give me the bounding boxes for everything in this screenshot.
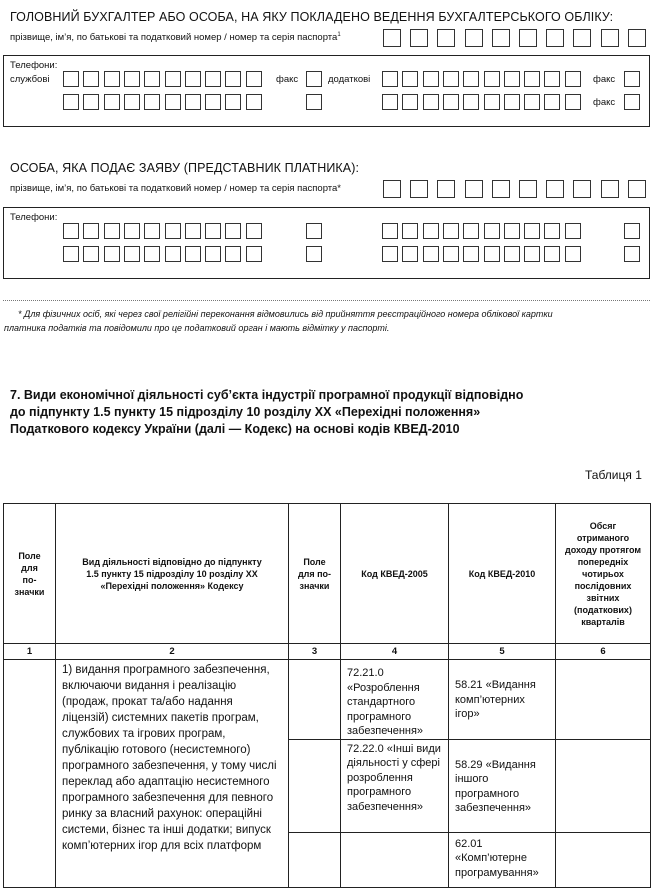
phone-digit-box[interactable] bbox=[124, 246, 140, 262]
kved-2005-cell bbox=[341, 832, 449, 887]
phone-digit-box[interactable] bbox=[83, 71, 99, 87]
accountant-id-label bbox=[10, 32, 341, 43]
income-cell[interactable] bbox=[556, 739, 651, 832]
id-digit-box[interactable] bbox=[410, 180, 428, 198]
table-header-row bbox=[4, 504, 651, 644]
accountant-service-label: службові bbox=[10, 74, 50, 85]
header-kved-2005: Код КВЕД-2005 bbox=[341, 504, 449, 644]
phone-digit-box[interactable] bbox=[565, 71, 581, 87]
phone-digit-box[interactable] bbox=[443, 71, 459, 87]
phone-digit-box[interactable] bbox=[544, 71, 560, 87]
accountant-fax-label-3: факс bbox=[593, 97, 616, 108]
table-number-row bbox=[4, 644, 651, 660]
phone-digit-box[interactable] bbox=[402, 71, 418, 87]
fax-digit-box[interactable] bbox=[624, 71, 640, 87]
phone-digit-box[interactable] bbox=[484, 223, 500, 239]
phone-digit-box[interactable] bbox=[524, 71, 540, 87]
id-digit-box[interactable] bbox=[465, 180, 483, 198]
phone-digit-box[interactable] bbox=[185, 246, 201, 262]
phone-digit-box[interactable] bbox=[382, 223, 398, 239]
mark-field-cell[interactable] bbox=[289, 660, 341, 740]
footnote-line-1: * Для фізичних осіб, які через свої релігійні переконання відмовились від прийняття реєстраційного номера облікової картки bbox=[18, 309, 553, 319]
phone-digit-box[interactable] bbox=[443, 223, 459, 239]
income-cell[interactable] bbox=[556, 660, 651, 740]
col-number: 2 bbox=[56, 644, 289, 660]
phone-digit-box[interactable] bbox=[402, 94, 418, 110]
phone-digit-box[interactable] bbox=[246, 71, 262, 87]
phone-digit-box[interactable] bbox=[124, 94, 140, 110]
phone-digit-box[interactable] bbox=[165, 94, 181, 110]
id-digit-box[interactable] bbox=[519, 29, 537, 47]
id-digit-box[interactable] bbox=[437, 29, 455, 47]
phone-digit-box[interactable] bbox=[484, 94, 500, 110]
mark-field-cell[interactable] bbox=[4, 660, 56, 888]
phone-digit-box[interactable] bbox=[124, 223, 140, 239]
fax-digit-box[interactable] bbox=[306, 246, 322, 262]
phone-digit-box[interactable] bbox=[544, 223, 560, 239]
phone-digit-box[interactable] bbox=[565, 223, 581, 239]
phone-digit-box[interactable] bbox=[63, 246, 79, 262]
phone-digit-box[interactable] bbox=[225, 223, 241, 239]
accountant-fax-label: факс bbox=[276, 74, 299, 85]
applicant-section-title: ОСОБА, ЯКА ПОДАЄ ЗАЯВУ (ПРЕДСТАВНИК ПЛАТНИКА): bbox=[10, 161, 360, 175]
phone-digit-box[interactable] bbox=[504, 94, 520, 110]
phone-digit-box[interactable] bbox=[225, 94, 241, 110]
phone-digit-box[interactable] bbox=[565, 94, 581, 110]
applicant-id-label: прізвище, ім’я, по батькові та податковий номер / номер та серія паспорта* bbox=[10, 183, 342, 194]
footnote-mark: 1 bbox=[337, 32, 341, 38]
phone-digit-box[interactable] bbox=[144, 71, 160, 87]
phone-digit-box[interactable] bbox=[504, 71, 520, 87]
section7-line-2: до підпункту 1.5 пункту 15 підрозділу 10 розділу XX «Перехідні положення» bbox=[10, 405, 481, 419]
phone-digit-box[interactable] bbox=[463, 94, 479, 110]
id-digit-box[interactable] bbox=[519, 180, 537, 198]
phone-digit-box[interactable] bbox=[504, 246, 520, 262]
phone-digit-box[interactable] bbox=[205, 246, 221, 262]
phone-digit-box[interactable] bbox=[144, 246, 160, 262]
header-mark-field-2: Поле для по- значки bbox=[289, 504, 341, 644]
fax-digit-box[interactable] bbox=[624, 223, 640, 239]
section7-line-1: 7. Види економічної діяльності суб’єкта індустрії програмної продукції відповідно bbox=[10, 388, 524, 402]
phone-digit-box[interactable] bbox=[524, 223, 540, 239]
kved-2005-cell: 72.22.0 «Інші види діяльності у сфері розроблення програмного забезпечення» bbox=[341, 739, 449, 832]
phone-digit-box[interactable] bbox=[104, 71, 120, 87]
phone-digit-box[interactable] bbox=[63, 71, 79, 87]
phone-digit-box[interactable] bbox=[463, 223, 479, 239]
phone-digit-box[interactable] bbox=[443, 246, 459, 262]
accountant-fax-label-2: факс bbox=[593, 74, 616, 85]
activity-description: 1) видання програмного забезпечення, включаючи видання і реалізацію (продаж, прокат та/або надання ліцензій) системних пакетів програм, службових та ігрових програм, публікацію готового (несистемного) програмного забезпечення, у тому числі переклад або адаптацію несистемного програмного забезпечення для певного ринку за власний рахунок: операційні системи, бізнес та інші додатки; випуск комп’ютерних ігор для всіх платформ bbox=[56, 660, 289, 888]
phone-digit-box[interactable] bbox=[544, 246, 560, 262]
kved-2010-cell: 62.01 «Комп’ютерне програмування» bbox=[449, 832, 556, 887]
phone-digit-box[interactable] bbox=[63, 223, 79, 239]
footnote-divider bbox=[3, 300, 650, 302]
phone-digit-box[interactable] bbox=[165, 223, 181, 239]
phone-digit-box[interactable] bbox=[565, 246, 581, 262]
footnote-line-2: платника податків та повідомили про це податковий орган і мають відмітку у паспорті. bbox=[4, 323, 390, 333]
header-mark-field-1: Поле для по- значки bbox=[4, 504, 56, 644]
mark-field-cell[interactable] bbox=[289, 832, 341, 887]
phone-digit-box[interactable] bbox=[504, 223, 520, 239]
table-caption: Таблиця 1 bbox=[585, 468, 642, 482]
phone-digit-box[interactable] bbox=[165, 71, 181, 87]
phone-digit-box[interactable] bbox=[104, 94, 120, 110]
phone-digit-box[interactable] bbox=[463, 71, 479, 87]
id-digit-box[interactable] bbox=[601, 29, 619, 47]
income-cell[interactable] bbox=[556, 832, 651, 887]
phone-digit-box[interactable] bbox=[144, 94, 160, 110]
phone-digit-box[interactable] bbox=[104, 246, 120, 262]
col-number: 5 bbox=[449, 644, 556, 660]
kved-2005-cell: 72.21.0 «Розроблення стандартного програмного забезпечення» bbox=[341, 660, 449, 740]
id-digit-box[interactable] bbox=[383, 29, 401, 47]
phone-digit-box[interactable] bbox=[524, 246, 540, 262]
phone-digit-box[interactable] bbox=[83, 223, 99, 239]
phone-digit-box[interactable] bbox=[185, 94, 201, 110]
phone-digit-box[interactable] bbox=[205, 71, 221, 87]
id-digit-box[interactable] bbox=[437, 180, 455, 198]
section7-line-3: Податкового кодексу України (далі — Кодекс) на основі кодів КВЕД-2010 bbox=[10, 422, 460, 436]
phone-digit-box[interactable] bbox=[185, 223, 201, 239]
phone-digit-box[interactable] bbox=[144, 223, 160, 239]
accountant-id-label-text: прізвище, ім’я, по батькові та податковий номер / номер та серія паспорта bbox=[10, 32, 338, 44]
accountant-phones-frame bbox=[3, 55, 650, 127]
id-digit-box[interactable] bbox=[546, 180, 564, 198]
id-digit-box[interactable] bbox=[573, 29, 591, 47]
applicant-phones-frame bbox=[3, 207, 650, 279]
col-number: 4 bbox=[341, 644, 449, 660]
fax-digit-box[interactable] bbox=[306, 71, 322, 87]
fax-digit-box[interactable] bbox=[624, 94, 640, 110]
phone-digit-box[interactable] bbox=[104, 223, 120, 239]
accountant-section-title: ГОЛОВНИЙ БУХГАЛТЕР АБО ОСОБА, НА ЯКУ ПОКЛАДЕНО ВЕДЕННЯ БУХГАЛТЕРСЬКОГО ОБЛІКУ: bbox=[10, 10, 614, 24]
phone-digit-box[interactable] bbox=[124, 71, 140, 87]
phone-digit-box[interactable] bbox=[544, 94, 560, 110]
id-digit-box[interactable] bbox=[546, 29, 564, 47]
col-number: 3 bbox=[289, 644, 341, 660]
phone-digit-box[interactable] bbox=[205, 223, 221, 239]
accountant-extra-label: додаткові bbox=[328, 74, 371, 85]
phone-digit-box[interactable] bbox=[382, 94, 398, 110]
col-number: 1 bbox=[4, 644, 56, 660]
phone-digit-box[interactable] bbox=[63, 94, 79, 110]
id-digit-box[interactable] bbox=[492, 180, 510, 198]
phone-digit-box[interactable] bbox=[524, 94, 540, 110]
id-digit-box[interactable] bbox=[573, 180, 591, 198]
phone-digit-box[interactable] bbox=[205, 94, 221, 110]
phone-digit-box[interactable] bbox=[402, 223, 418, 239]
activity-table bbox=[3, 503, 651, 888]
fax-digit-box[interactable] bbox=[306, 223, 322, 239]
id-digit-box[interactable] bbox=[465, 29, 483, 47]
phone-digit-box[interactable] bbox=[185, 71, 201, 87]
phone-digit-box[interactable] bbox=[443, 94, 459, 110]
id-digit-box[interactable] bbox=[628, 29, 646, 47]
phone-digit-box[interactable] bbox=[423, 71, 439, 87]
fax-digit-box[interactable] bbox=[306, 94, 322, 110]
phone-digit-box[interactable] bbox=[83, 246, 99, 262]
phone-digit-box[interactable] bbox=[402, 246, 418, 262]
mark-field-cell[interactable] bbox=[289, 739, 341, 832]
table-row bbox=[4, 660, 651, 740]
phone-digit-box[interactable] bbox=[382, 246, 398, 262]
phone-digit-box[interactable] bbox=[484, 246, 500, 262]
phone-digit-box[interactable] bbox=[225, 246, 241, 262]
id-digit-box[interactable] bbox=[383, 180, 401, 198]
applicant-phones-label: Телефони: bbox=[10, 212, 58, 223]
fax-digit-box[interactable] bbox=[624, 246, 640, 262]
phone-digit-box[interactable] bbox=[246, 94, 262, 110]
phone-digit-box[interactable] bbox=[165, 246, 181, 262]
phone-digit-box[interactable] bbox=[423, 246, 439, 262]
phone-digit-box[interactable] bbox=[423, 223, 439, 239]
phone-digit-box[interactable] bbox=[382, 71, 398, 87]
phone-digit-box[interactable] bbox=[463, 246, 479, 262]
phone-digit-box[interactable] bbox=[246, 223, 262, 239]
phone-digit-box[interactable] bbox=[484, 71, 500, 87]
col-number: 6 bbox=[556, 644, 651, 660]
id-digit-box[interactable] bbox=[601, 180, 619, 198]
kved-2010-cell: 58.29 «Видання іншого програмного забезпечення» bbox=[449, 739, 556, 832]
phone-digit-box[interactable] bbox=[423, 94, 439, 110]
id-digit-box[interactable] bbox=[628, 180, 646, 198]
accountant-phones-label: Телефони: bbox=[10, 60, 58, 71]
header-kved-2010: Код КВЕД-2010 bbox=[449, 504, 556, 644]
phone-digit-box[interactable] bbox=[225, 71, 241, 87]
header-activity: Вид діяльності відповідно до підпункту 1.5 пункту 15 підрозділу 10 розділу XX «Перехідні положення» Кодексу bbox=[56, 504, 289, 644]
id-digit-box[interactable] bbox=[492, 29, 510, 47]
phone-digit-box[interactable] bbox=[83, 94, 99, 110]
kved-2010-cell: 58.21 «Видання комп’ютерних ігор» bbox=[449, 660, 556, 740]
header-income-volume: Обсяг отриманого доходу протягом попередніх чотирьох послідовних звітних (податкових) кварталів bbox=[556, 504, 651, 644]
id-digit-box[interactable] bbox=[410, 29, 428, 47]
phone-digit-box[interactable] bbox=[246, 246, 262, 262]
